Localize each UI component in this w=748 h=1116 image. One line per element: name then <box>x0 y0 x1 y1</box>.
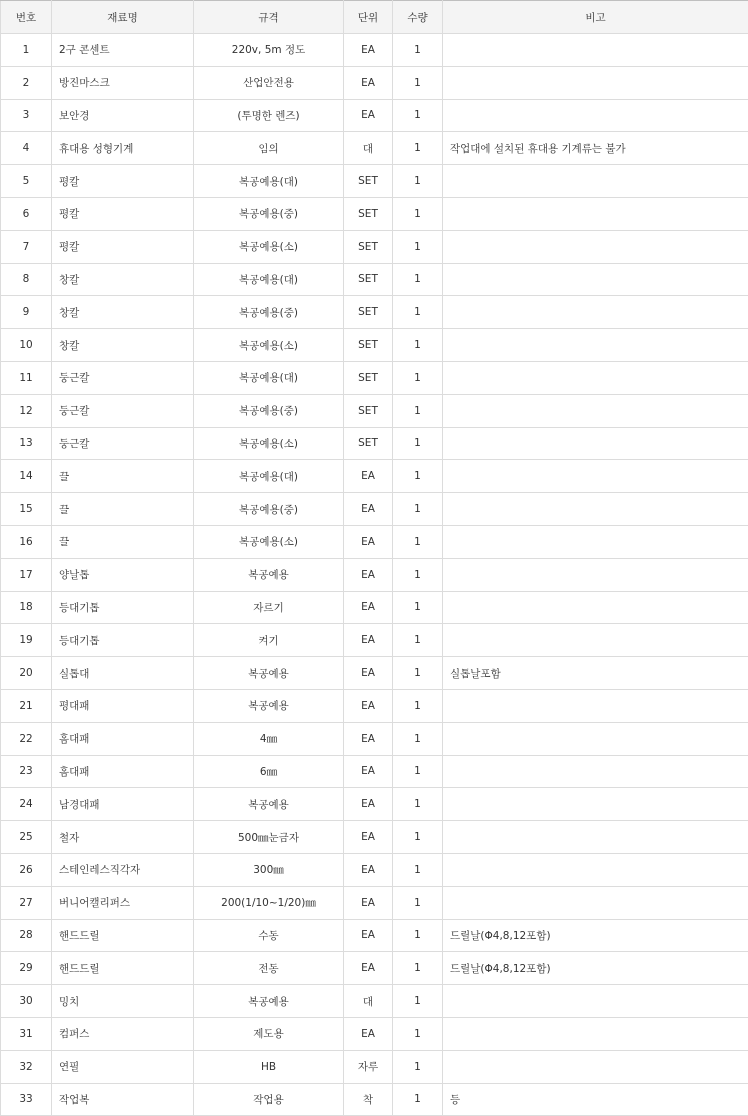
table-row <box>1 427 748 460</box>
cell-specification: 전동 <box>194 952 344 985</box>
cell-quantity: 1 <box>393 394 443 427</box>
cell-material-name: 평칼 <box>52 197 194 230</box>
cell-remarks <box>443 361 748 394</box>
cell-unit: EA <box>344 624 393 657</box>
cell-unit: SET <box>344 394 393 427</box>
cell-remarks <box>443 460 748 493</box>
cell-quantity: 1 <box>393 755 443 788</box>
cell-remarks <box>443 34 748 67</box>
cell-unit: EA <box>344 657 393 690</box>
cell-material-name: 창칼 <box>52 329 194 362</box>
cell-remarks <box>443 296 748 329</box>
cell-quantity: 1 <box>393 132 443 165</box>
cell-remarks <box>443 165 748 198</box>
cell-number: 27 <box>1 886 52 919</box>
cell-unit: SET <box>344 263 393 296</box>
cell-specification: 500㎜눈금자 <box>194 821 344 854</box>
cell-number: 3 <box>1 99 52 132</box>
cell-quantity: 1 <box>393 722 443 755</box>
table-row <box>1 952 748 985</box>
cell-material-name: 끌 <box>52 525 194 558</box>
cell-remarks: 등 <box>443 1083 748 1116</box>
cell-quantity: 1 <box>393 985 443 1018</box>
cell-material-name: 둥근칼 <box>52 361 194 394</box>
cell-unit: EA <box>344 755 393 788</box>
cell-unit: SET <box>344 427 393 460</box>
cell-unit: EA <box>344 788 393 821</box>
cell-material-name: 평칼 <box>52 165 194 198</box>
cell-material-name: 실톱대 <box>52 657 194 690</box>
table-row <box>1 197 748 230</box>
cell-unit: EA <box>344 493 393 526</box>
cell-material-name: 끌 <box>52 493 194 526</box>
cell-number: 5 <box>1 165 52 198</box>
cell-specification: 200(1/10~1/20)㎜ <box>194 886 344 919</box>
cell-remarks <box>443 558 748 591</box>
cell-quantity: 1 <box>393 788 443 821</box>
table-row <box>1 296 748 329</box>
cell-material-name: 둥근칼 <box>52 394 194 427</box>
header-material-name: 재료명 <box>52 1 194 34</box>
cell-quantity: 1 <box>393 853 443 886</box>
cell-quantity: 1 <box>393 99 443 132</box>
cell-remarks <box>443 525 748 558</box>
cell-remarks <box>443 427 748 460</box>
cell-number: 20 <box>1 657 52 690</box>
cell-remarks: 드릴날(Φ4,8,12포함) <box>443 919 748 952</box>
cell-number: 1 <box>1 34 52 67</box>
header-unit: 단위 <box>344 1 393 34</box>
cell-remarks: 실톱날포함 <box>443 657 748 690</box>
cell-material-name: 평대패 <box>52 689 194 722</box>
cell-unit: EA <box>344 591 393 624</box>
cell-number: 19 <box>1 624 52 657</box>
cell-number: 24 <box>1 788 52 821</box>
cell-material-name: 끌 <box>52 460 194 493</box>
cell-unit: EA <box>344 722 393 755</box>
cell-number: 29 <box>1 952 52 985</box>
cell-quantity: 1 <box>393 624 443 657</box>
cell-quantity: 1 <box>393 558 443 591</box>
cell-unit: SET <box>344 230 393 263</box>
cell-unit: EA <box>344 821 393 854</box>
cell-quantity: 1 <box>393 952 443 985</box>
cell-quantity: 1 <box>393 493 443 526</box>
cell-number: 33 <box>1 1083 52 1116</box>
cell-number: 7 <box>1 230 52 263</box>
cell-specification: 작업용 <box>194 1083 344 1116</box>
cell-specification: 복공예용 <box>194 689 344 722</box>
table-row <box>1 722 748 755</box>
cell-quantity: 1 <box>393 329 443 362</box>
cell-number: 32 <box>1 1050 52 1083</box>
cell-unit: EA <box>344 919 393 952</box>
header-number: 번호 <box>1 1 52 34</box>
cell-remarks <box>443 230 748 263</box>
table-row <box>1 1083 748 1116</box>
cell-quantity: 1 <box>393 165 443 198</box>
cell-remarks <box>443 853 748 886</box>
cell-number: 12 <box>1 394 52 427</box>
table-row <box>1 230 748 263</box>
table-row <box>1 329 748 362</box>
cell-number: 26 <box>1 853 52 886</box>
cell-number: 28 <box>1 919 52 952</box>
cell-remarks <box>443 394 748 427</box>
cell-specification: 복공예용(소) <box>194 230 344 263</box>
cell-specification: 복공예용 <box>194 657 344 690</box>
cell-specification: 300㎜ <box>194 853 344 886</box>
cell-quantity: 1 <box>393 657 443 690</box>
table-row <box>1 919 748 952</box>
cell-number: 21 <box>1 689 52 722</box>
table-row <box>1 1017 748 1050</box>
cell-material-name: 보안경 <box>52 99 194 132</box>
table-row <box>1 624 748 657</box>
cell-unit: SET <box>344 361 393 394</box>
table-row <box>1 361 748 394</box>
table-row <box>1 689 748 722</box>
cell-material-name: 둥근칼 <box>52 427 194 460</box>
cell-quantity: 1 <box>393 230 443 263</box>
cell-specification: 수동 <box>194 919 344 952</box>
cell-specification: 복공예용(중) <box>194 197 344 230</box>
cell-remarks <box>443 624 748 657</box>
cell-material-name: 작업복 <box>52 1083 194 1116</box>
cell-specification: 복공예용 <box>194 558 344 591</box>
cell-remarks <box>443 985 748 1018</box>
cell-specification: 6㎜ <box>194 755 344 788</box>
cell-quantity: 1 <box>393 821 443 854</box>
cell-remarks <box>443 591 748 624</box>
cell-quantity: 1 <box>393 263 443 296</box>
cell-material-name: 홈대패 <box>52 755 194 788</box>
cell-unit: EA <box>344 1017 393 1050</box>
table-row <box>1 788 748 821</box>
table-row <box>1 394 748 427</box>
cell-material-name: 휴대용 성형기계 <box>52 132 194 165</box>
table-row <box>1 1050 748 1083</box>
header-remarks: 비고 <box>443 1 748 34</box>
cell-material-name: 홈대패 <box>52 722 194 755</box>
table-row <box>1 821 748 854</box>
cell-specification: 220v, 5m 정도 <box>194 34 344 67</box>
table-row <box>1 263 748 296</box>
cell-material-name: 2구 콘센트 <box>52 34 194 67</box>
table-row <box>1 755 748 788</box>
table-row <box>1 985 748 1018</box>
cell-unit: SET <box>344 197 393 230</box>
cell-remarks <box>443 99 748 132</box>
cell-remarks <box>443 788 748 821</box>
table-row <box>1 886 748 919</box>
cell-unit: 착 <box>344 1083 393 1116</box>
cell-remarks <box>443 1050 748 1083</box>
cell-material-name: 창칼 <box>52 263 194 296</box>
cell-specification: 복공예용(중) <box>194 296 344 329</box>
cell-quantity: 1 <box>393 34 443 67</box>
cell-unit: SET <box>344 329 393 362</box>
cell-quantity: 1 <box>393 525 443 558</box>
cell-material-name: 방진마스크 <box>52 66 194 99</box>
cell-number: 31 <box>1 1017 52 1050</box>
cell-remarks: 작업대에 설치된 휴대용 기계류는 불가 <box>443 132 748 165</box>
header-quantity: 수량 <box>393 1 443 34</box>
cell-specification: 복공예용(소) <box>194 525 344 558</box>
cell-specification: 복공예용(대) <box>194 165 344 198</box>
cell-unit: SET <box>344 165 393 198</box>
table-row <box>1 66 748 99</box>
table-row <box>1 132 748 165</box>
cell-specification: 자르기 <box>194 591 344 624</box>
cell-number: 25 <box>1 821 52 854</box>
cell-quantity: 1 <box>393 66 443 99</box>
cell-number: 10 <box>1 329 52 362</box>
table-row <box>1 853 748 886</box>
cell-unit: EA <box>344 99 393 132</box>
cell-remarks <box>443 689 748 722</box>
cell-remarks <box>443 329 748 362</box>
table-row <box>1 99 748 132</box>
cell-material-name: 평칼 <box>52 230 194 263</box>
cell-material-name: 연필 <box>52 1050 194 1083</box>
cell-unit: EA <box>344 558 393 591</box>
cell-number: 15 <box>1 493 52 526</box>
cell-specification: 복공예용(대) <box>194 460 344 493</box>
cell-quantity: 1 <box>393 1017 443 1050</box>
cell-material-name: 컴퍼스 <box>52 1017 194 1050</box>
cell-quantity: 1 <box>393 361 443 394</box>
header-specification: 규격 <box>194 1 344 34</box>
cell-material-name: 철자 <box>52 821 194 854</box>
cell-unit: EA <box>344 34 393 67</box>
cell-specification: 복공예용(대) <box>194 263 344 296</box>
table-row <box>1 493 748 526</box>
cell-material-name: 스테인레스직각자 <box>52 853 194 886</box>
cell-remarks <box>443 197 748 230</box>
cell-quantity: 1 <box>393 919 443 952</box>
cell-unit: EA <box>344 952 393 985</box>
cell-material-name: 남경대패 <box>52 788 194 821</box>
cell-unit: SET <box>344 296 393 329</box>
cell-quantity: 1 <box>393 591 443 624</box>
cell-remarks: 드릴날(Φ4,8,12포함) <box>443 952 748 985</box>
cell-number: 2 <box>1 66 52 99</box>
cell-specification: 복공예용(소) <box>194 329 344 362</box>
cell-specification: 복공예용 <box>194 788 344 821</box>
cell-unit: EA <box>344 525 393 558</box>
cell-number: 4 <box>1 132 52 165</box>
cell-number: 11 <box>1 361 52 394</box>
cell-unit: 대 <box>344 132 393 165</box>
cell-quantity: 1 <box>393 1050 443 1083</box>
cell-remarks <box>443 66 748 99</box>
cell-specification: 복공예용(중) <box>194 394 344 427</box>
table-row <box>1 34 748 67</box>
cell-material-name: 핸드드릴 <box>52 952 194 985</box>
cell-number: 9 <box>1 296 52 329</box>
table-row <box>1 558 748 591</box>
cell-material-name: 창칼 <box>52 296 194 329</box>
cell-number: 14 <box>1 460 52 493</box>
cell-number: 8 <box>1 263 52 296</box>
cell-specification: 복공예용(대) <box>194 361 344 394</box>
cell-material-name: 버니어캘리퍼스 <box>52 886 194 919</box>
cell-specification: 제도용 <box>194 1017 344 1050</box>
table-row <box>1 460 748 493</box>
cell-material-name: 밍치 <box>52 985 194 1018</box>
cell-number: 22 <box>1 722 52 755</box>
cell-unit: 대 <box>344 985 393 1018</box>
cell-remarks <box>443 755 748 788</box>
cell-material-name: 양날톱 <box>52 558 194 591</box>
cell-specification: 켜기 <box>194 624 344 657</box>
cell-number: 18 <box>1 591 52 624</box>
cell-material-name: 핸드드릴 <box>52 919 194 952</box>
cell-quantity: 1 <box>393 460 443 493</box>
table-row <box>1 165 748 198</box>
cell-unit: 자루 <box>344 1050 393 1083</box>
table-body <box>1 34 748 1116</box>
cell-remarks <box>443 821 748 854</box>
table-row <box>1 525 748 558</box>
cell-number: 16 <box>1 525 52 558</box>
cell-number: 30 <box>1 985 52 1018</box>
cell-specification: 임의 <box>194 132 344 165</box>
cell-quantity: 1 <box>393 689 443 722</box>
cell-specification: (투명한 렌즈) <box>194 99 344 132</box>
cell-number: 23 <box>1 755 52 788</box>
table-row <box>1 657 748 690</box>
cell-number: 13 <box>1 427 52 460</box>
cell-unit: EA <box>344 853 393 886</box>
cell-quantity: 1 <box>393 427 443 460</box>
cell-unit: EA <box>344 460 393 493</box>
cell-unit: EA <box>344 689 393 722</box>
cell-quantity: 1 <box>393 886 443 919</box>
cell-quantity: 1 <box>393 1083 443 1116</box>
cell-remarks <box>443 263 748 296</box>
cell-number: 17 <box>1 558 52 591</box>
cell-specification: 산업안전용 <box>194 66 344 99</box>
cell-material-name: 등대기톱 <box>52 624 194 657</box>
cell-unit: EA <box>344 886 393 919</box>
table-header-row <box>1 1 748 34</box>
cell-material-name: 등대기톱 <box>52 591 194 624</box>
table-row <box>1 591 748 624</box>
cell-specification: HB <box>194 1050 344 1083</box>
cell-remarks <box>443 1017 748 1050</box>
cell-number: 6 <box>1 197 52 230</box>
cell-specification: 복공예용(중) <box>194 493 344 526</box>
cell-remarks <box>443 722 748 755</box>
cell-specification: 복공예용(소) <box>194 427 344 460</box>
cell-unit: EA <box>344 66 393 99</box>
cell-quantity: 1 <box>393 296 443 329</box>
cell-remarks <box>443 493 748 526</box>
cell-specification: 4㎜ <box>194 722 344 755</box>
cell-specification: 복공예용 <box>194 985 344 1018</box>
cell-quantity: 1 <box>393 197 443 230</box>
cell-remarks <box>443 886 748 919</box>
